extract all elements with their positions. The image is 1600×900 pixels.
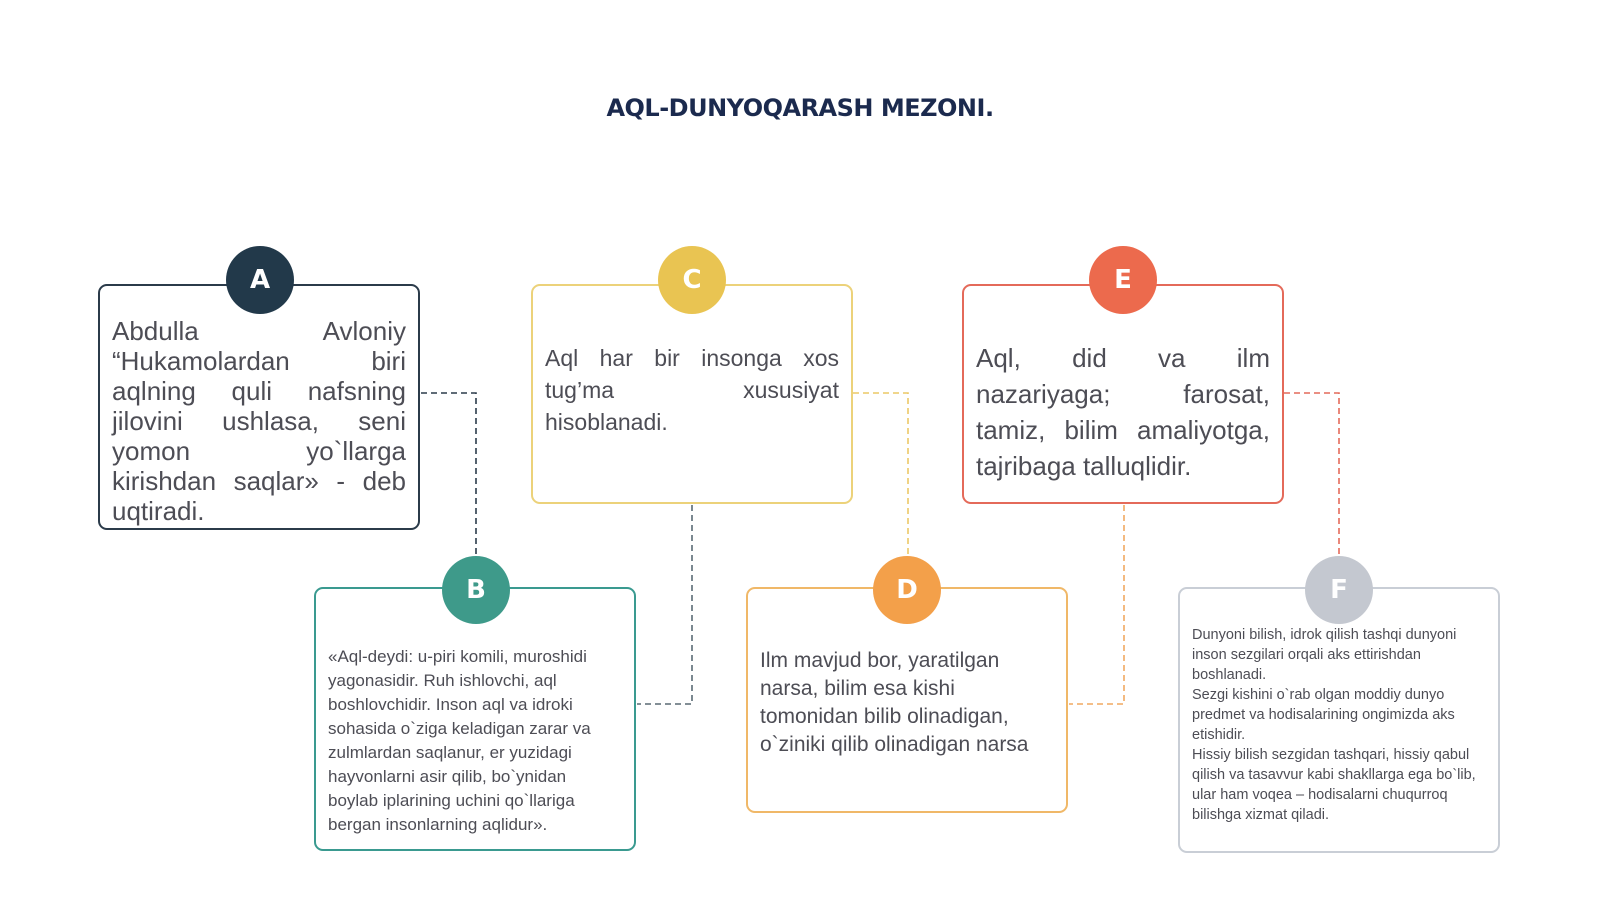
connector-c-d: [853, 393, 908, 556]
connector-e-f: [1284, 393, 1339, 556]
card-f: [1178, 587, 1500, 853]
connector-e-d: [1069, 505, 1124, 704]
card-b-text: «Aql-deydi: u-piri komili, muroshidi yagonasidir. Ruh ishlovchi, aql boshlovchidir. Inson aql va idroki sohasida o`ziga keladigan zarar va zulmlardan saqlanur, er yuzidagi hayvonlarni asir qilib, bo`ynidan boylab iplarining uchini qo`llariga bergan insonlarning aqlidur».: [328, 647, 591, 834]
card-a: [98, 284, 420, 530]
card-e-text: Aql, did va ilm nazariyaga; farosat, tamiz, bilim amaliyotga, tajribaga talluqlidir.: [976, 343, 1270, 481]
badge-f: F: [1305, 556, 1373, 624]
card-c: [531, 284, 853, 504]
badge-e: E: [1089, 246, 1157, 314]
card-f-text: Dunyoni bilish, idrok qilish tashqi dunyoni inson sezgilari orqali aks ettirishdan boshlanadi. Sezgi kishini o`rab olgan moddiy dunyo predmet va hodisalarining ongimizda aks etishidir. Hissiy bilish sezgidan tashqari, hissiy qabul qilish va tasavvur kabi shakllarga ega bo`lib, ular ham voqea – hodisalarni chuqurroq bilishga xizmat qiladi.: [1192, 627, 1476, 823]
badge-b: B: [442, 556, 510, 624]
connector-a-b: [421, 393, 476, 556]
badge-d: D: [873, 556, 941, 624]
card-b: [314, 587, 636, 851]
card-d-text: Ilm mavjud bor, yaratilgan narsa, bilim esa kishi tomonidan bilib olinadigan, o`ziniki qilib olinadigan narsa: [760, 649, 1029, 756]
card-e: [962, 284, 1284, 504]
card-c-text: Aql har bir insonga xos tug’ma xususiyat hisoblanadi.: [545, 345, 839, 435]
badge-a: A: [226, 246, 294, 314]
connector-c-b: [637, 505, 692, 704]
badge-c: C: [658, 246, 726, 314]
page-title: AQL-DUNYOQARASH MEZONI.: [606, 94, 994, 122]
card-a-text: Abdulla Avloniy “Hukamolardan biri aqlning quli nafsning jilovini ushlasa, seni yomon yo`llarga kirishdan saqlar» - deb uqtiradi.: [112, 316, 406, 526]
